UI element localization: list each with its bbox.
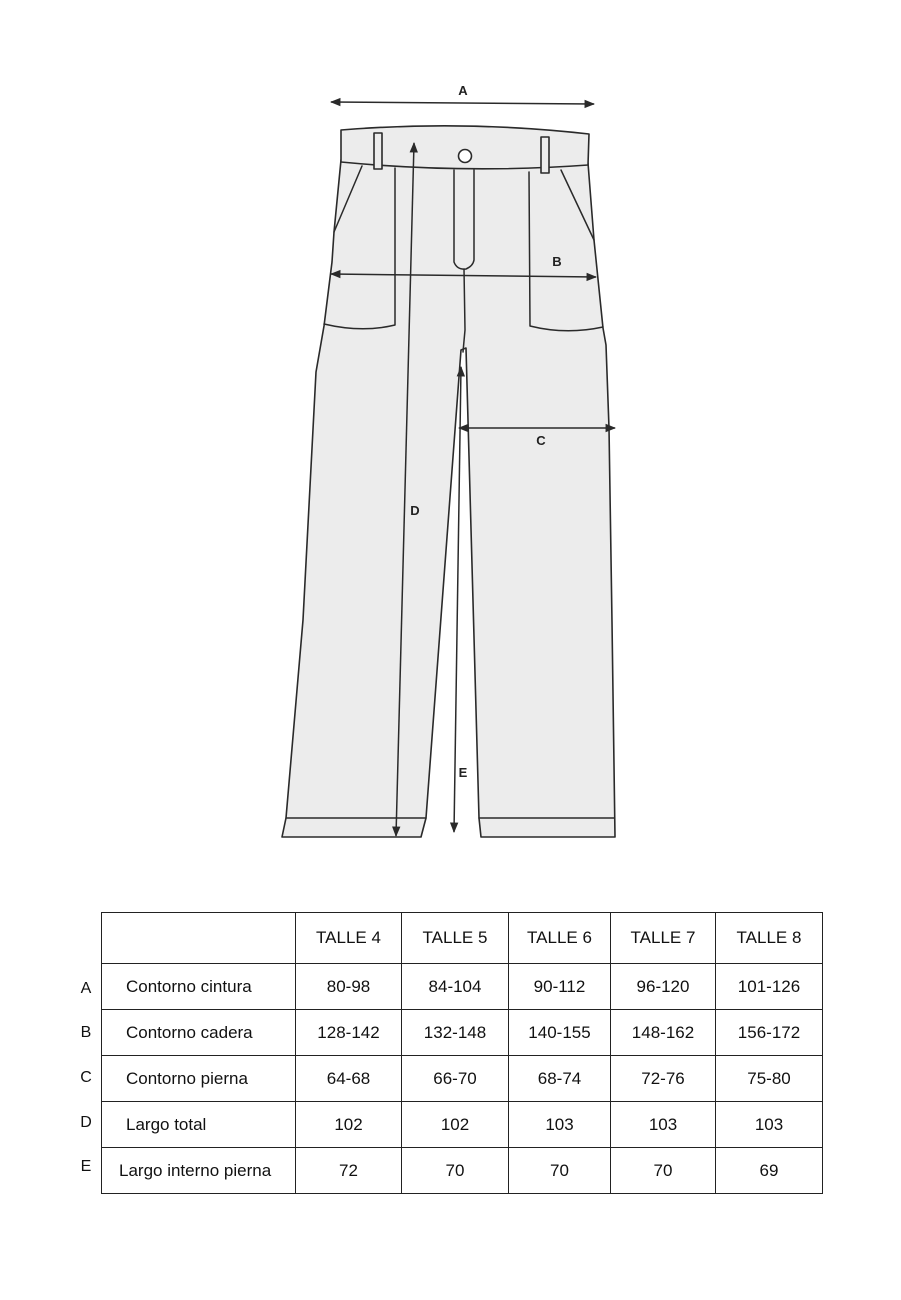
table-row xyxy=(102,1010,823,1056)
table-cell: 103 xyxy=(509,1102,611,1148)
table-row xyxy=(102,1148,823,1194)
table-cell: 103 xyxy=(611,1102,716,1148)
size-chart-table xyxy=(101,912,823,1194)
table-header-row xyxy=(102,913,823,964)
row-letter-c: C xyxy=(80,1069,92,1086)
row-name: Largo total xyxy=(102,1102,296,1148)
waist-button xyxy=(459,150,472,163)
row-letter-e: E xyxy=(80,1158,92,1175)
measure-label-b: B xyxy=(552,254,562,269)
table-cell: 64-68 xyxy=(296,1056,402,1102)
header-size-5: TALLE 5 xyxy=(402,913,509,964)
table-cell: 132-148 xyxy=(402,1010,509,1056)
table-cell: 90-112 xyxy=(509,964,611,1010)
table-cell: 148-162 xyxy=(611,1010,716,1056)
table-cell: 156-172 xyxy=(716,1010,823,1056)
measure-label-e: E xyxy=(458,765,468,780)
belt-loop-left xyxy=(374,133,382,169)
table-cell: 70 xyxy=(611,1148,716,1194)
table-cell: 70 xyxy=(402,1148,509,1194)
table-cell: 72 xyxy=(296,1148,402,1194)
row-name: Contorno cadera xyxy=(102,1010,296,1056)
table-cell: 75-80 xyxy=(716,1056,823,1102)
table-cell: 68-74 xyxy=(509,1056,611,1102)
table-row xyxy=(102,1102,823,1148)
row-letter-d: D xyxy=(80,1114,92,1131)
table-cell: 103 xyxy=(716,1102,823,1148)
header-size-4: TALLE 4 xyxy=(296,913,402,964)
table-cell: 102 xyxy=(402,1102,509,1148)
table-row xyxy=(102,964,823,1010)
table-row xyxy=(102,1056,823,1102)
measure-line-a xyxy=(331,102,594,104)
measure-label-d: D xyxy=(410,503,420,518)
belt-loop-right xyxy=(541,137,549,173)
row-letter-b: B xyxy=(80,1024,92,1041)
table-cell: 70 xyxy=(509,1148,611,1194)
row-name: Largo interno pierna xyxy=(102,1148,296,1194)
table-cell: 80-98 xyxy=(296,964,402,1010)
table-cell: 72-76 xyxy=(611,1056,716,1102)
measure-label-c: C xyxy=(536,433,546,448)
row-name: Contorno pierna xyxy=(102,1056,296,1102)
header-size-7: TALLE 7 xyxy=(611,913,716,964)
row-letter-a: A xyxy=(80,980,92,997)
table-cell: 102 xyxy=(296,1102,402,1148)
table-cell: 96-120 xyxy=(611,964,716,1010)
pants-outline xyxy=(282,126,615,837)
table-cell: 84-104 xyxy=(402,964,509,1010)
header-size-6: TALLE 6 xyxy=(509,913,611,964)
table-cell: 69 xyxy=(716,1148,823,1194)
table-corner-cell xyxy=(102,913,296,964)
row-name: Contorno cintura xyxy=(102,964,296,1010)
table-cell: 101-126 xyxy=(716,964,823,1010)
table-cell: 128-142 xyxy=(296,1010,402,1056)
header-size-8: TALLE 8 xyxy=(716,913,823,964)
measure-label-a: A xyxy=(458,83,468,98)
table-cell: 140-155 xyxy=(509,1010,611,1056)
table-cell: 66-70 xyxy=(402,1056,509,1102)
